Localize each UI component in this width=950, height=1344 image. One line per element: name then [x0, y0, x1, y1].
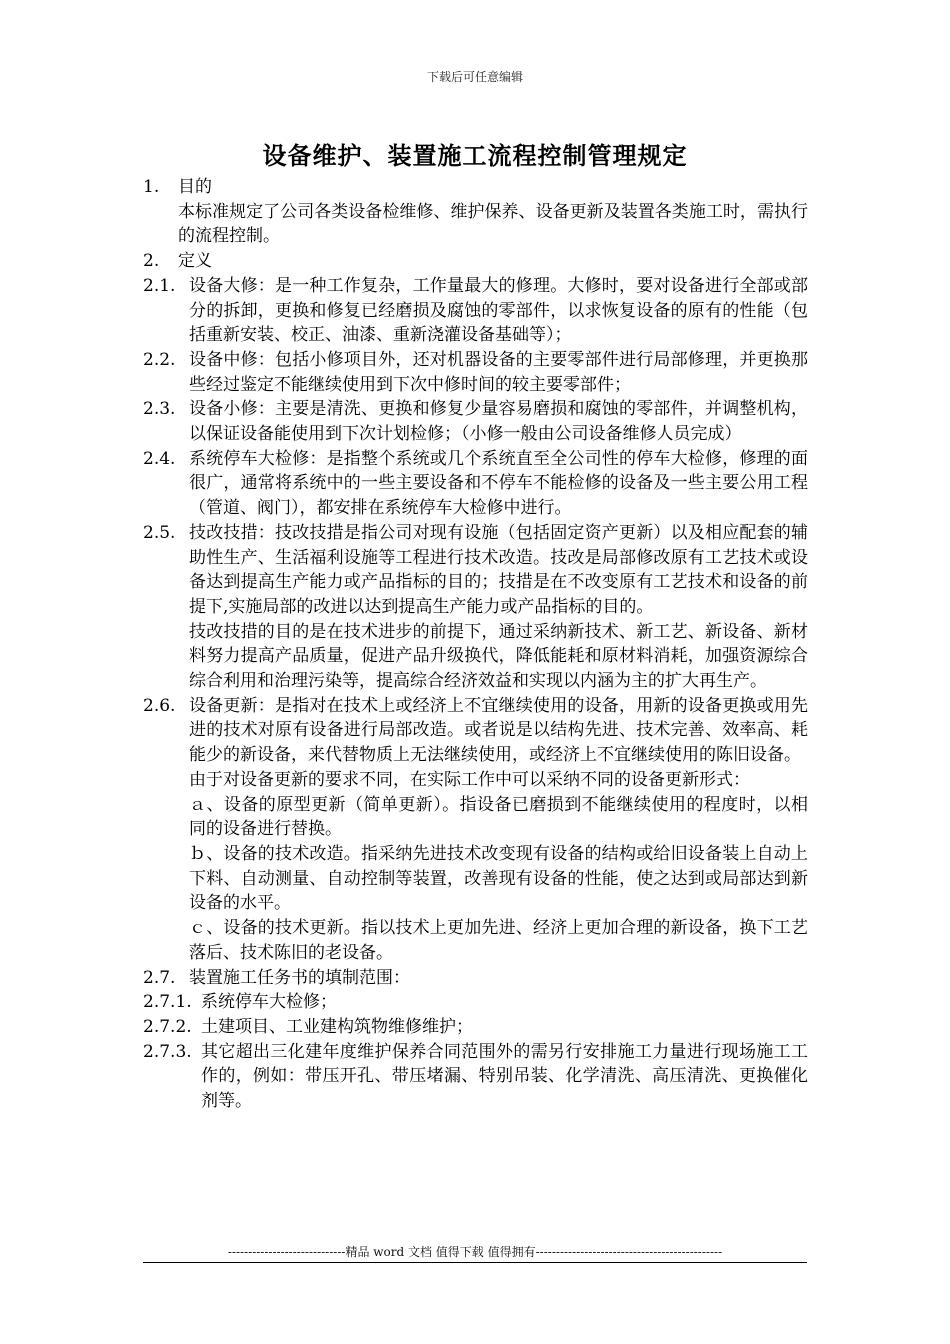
item-text: 技改技措：技改技措是指公司对现有设施（包括固定资产更新）以及相应配套的辅助性生产、生活福利设施等工程进行技术改造。技改是局部修改原有工艺技术或设备达到提高生产能力或产品指标的目的；技措是在不改变原有工艺技术和设备的前提下,实施局部的改进以达到提高生产能力或产品指标的目的。	[189, 522, 808, 617]
item-2-7	[143, 966, 808, 991]
item-number: 2.2.	[143, 349, 176, 370]
paragraph: 技改技措的目的是在技术进步的前提下，通过采纳新技术、新工艺、新设备、新材料努力提高产品质量，促进产品升级换代，降低能耗和原材料消耗，加强资源综合综合利用和治理污染等，提高综合经济效益和实现以内涵为主的扩大再生产。	[189, 621, 808, 692]
document-title: 设备维护、装置施工流程控制管理规定	[262, 141, 688, 170]
paragraph: ｃ、设备的技术更新。指以技术上更加先进、经济上更加合理的新设备，换下工艺落后、技术陈旧的老设备。	[189, 918, 808, 963]
item-2-1	[143, 274, 808, 348]
footer-divider	[143, 1262, 807, 1263]
section-number: 2.	[143, 251, 160, 272]
item-text: 设备中修：包括小修项目外，还对机器设备的主要零部件进行局部修理，并更换那些经过鉴定不能继续使用到下次中修时间的较主要零部件；	[189, 349, 808, 395]
paragraph: 由于对设备更新的要求不同，在实际工作中可以采纳不同的设备更新形式：	[189, 769, 750, 790]
item-2-7-2	[143, 1015, 808, 1040]
header-note: 下载后可任意编辑	[426, 70, 523, 84]
item-2-6-option-b	[189, 842, 808, 916]
item-number: 2.6.	[143, 695, 176, 716]
item-number: 2.7.1.	[143, 992, 192, 1013]
section-2-heading	[143, 249, 808, 274]
item-2-6-paragraph-2	[189, 768, 808, 793]
item-text: 设备更新：是指对在技术上或经济上不宜继续使用的设备，用新的设备更换或用先进的技术对原有设备进行局部改造。或者说是以结构先进、技术完善、效率高、耗能少的新设备，来代替物质上无法继续使用，或经济上不宜继续使用的陈旧设备。	[189, 695, 808, 766]
item-2-5-paragraph-2	[189, 620, 808, 694]
paragraph: ａ、设备的原型更新（简单更新）。指设备已磨损到不能继续使用的程度时，以相同的设备进行替换。	[189, 794, 808, 840]
item-2-6	[143, 694, 808, 768]
item-2-5	[143, 521, 808, 620]
item-2-6-option-a	[189, 793, 808, 842]
item-text: 土建项目、工业建构筑物维修维护；	[201, 1016, 473, 1037]
item-text: 其它超出三化建年度维护保养合同范围外的需另行安排施工力量进行现场施工工作的，例如：带压开孔、带压堵漏、特别吊装、化学清洗、高压清洗、更换催化剂等。	[201, 1041, 808, 1112]
item-2-7-1	[143, 990, 808, 1015]
item-2-2	[143, 348, 808, 397]
item-2-6-option-c	[189, 916, 808, 965]
item-number: 2.3.	[143, 399, 176, 420]
paragraph: 本标准规定了公司各类设备检维修、维护保养、设备更新及装置各类施工时，需执行的流程控制。	[178, 201, 808, 247]
item-text: 设备大修：是一种工作复杂，工作量最大的修理。大修时，要对设备进行全部或部分的拆卸，更换和修复已经磨损及腐蚀的零部件，以求恢复设备的原有的性能（包括重新安装、校正、油漆、重新浇灌设备基础等）；	[189, 275, 808, 346]
document-body	[143, 175, 808, 1114]
section-1-body	[178, 200, 808, 249]
item-number: 2.4.	[143, 448, 176, 469]
item-number: 2.5.	[143, 522, 176, 543]
item-text: 设备小修：主要是清洗、更换和修复少量容易磨损和腐蚀的零部件，并调整机构，以保证设备能使用到下次计划检修；（小修一般由公司设备维修人员完成）	[189, 399, 808, 445]
footer-text: -----------------------------精品 word 文档 值得下载 值得拥有----------------------------------------------	[227, 1245, 723, 1259]
item-text: 装置施工任务书的填制范围：	[189, 967, 410, 988]
item-text: 系统停车大检修；	[201, 992, 337, 1013]
item-number: 2.7.2.	[143, 1016, 192, 1037]
item-2-7-3	[143, 1040, 808, 1114]
item-number: 2.7.3.	[143, 1041, 192, 1062]
item-number: 2.7.	[143, 967, 176, 988]
item-2-3	[143, 397, 808, 446]
item-2-4	[143, 447, 808, 521]
section-heading: 定义	[178, 251, 212, 272]
paragraph: ｂ、设备的技术改造。指采纳先进技术改变现有设备的结构或给旧设备装上自动上下料、自动测量、自动控制等装置，改善现有设备的性能，使之达到或局部达到新设备的水平。	[189, 843, 808, 914]
item-number: 2.1.	[143, 275, 176, 296]
section-1-heading	[143, 175, 808, 200]
section-number: 1.	[143, 177, 160, 197]
section-heading: 目的	[178, 177, 212, 197]
item-text: 系统停车大检修：是指整个系统或几个系统直至全公司性的停车大检修，修理的面很广，通常将系统中的一些主要设备和不停车不能检修的设备及一些主要公用工程（管道、阀门），都安排在系统停车大检修中进行。	[189, 448, 808, 519]
